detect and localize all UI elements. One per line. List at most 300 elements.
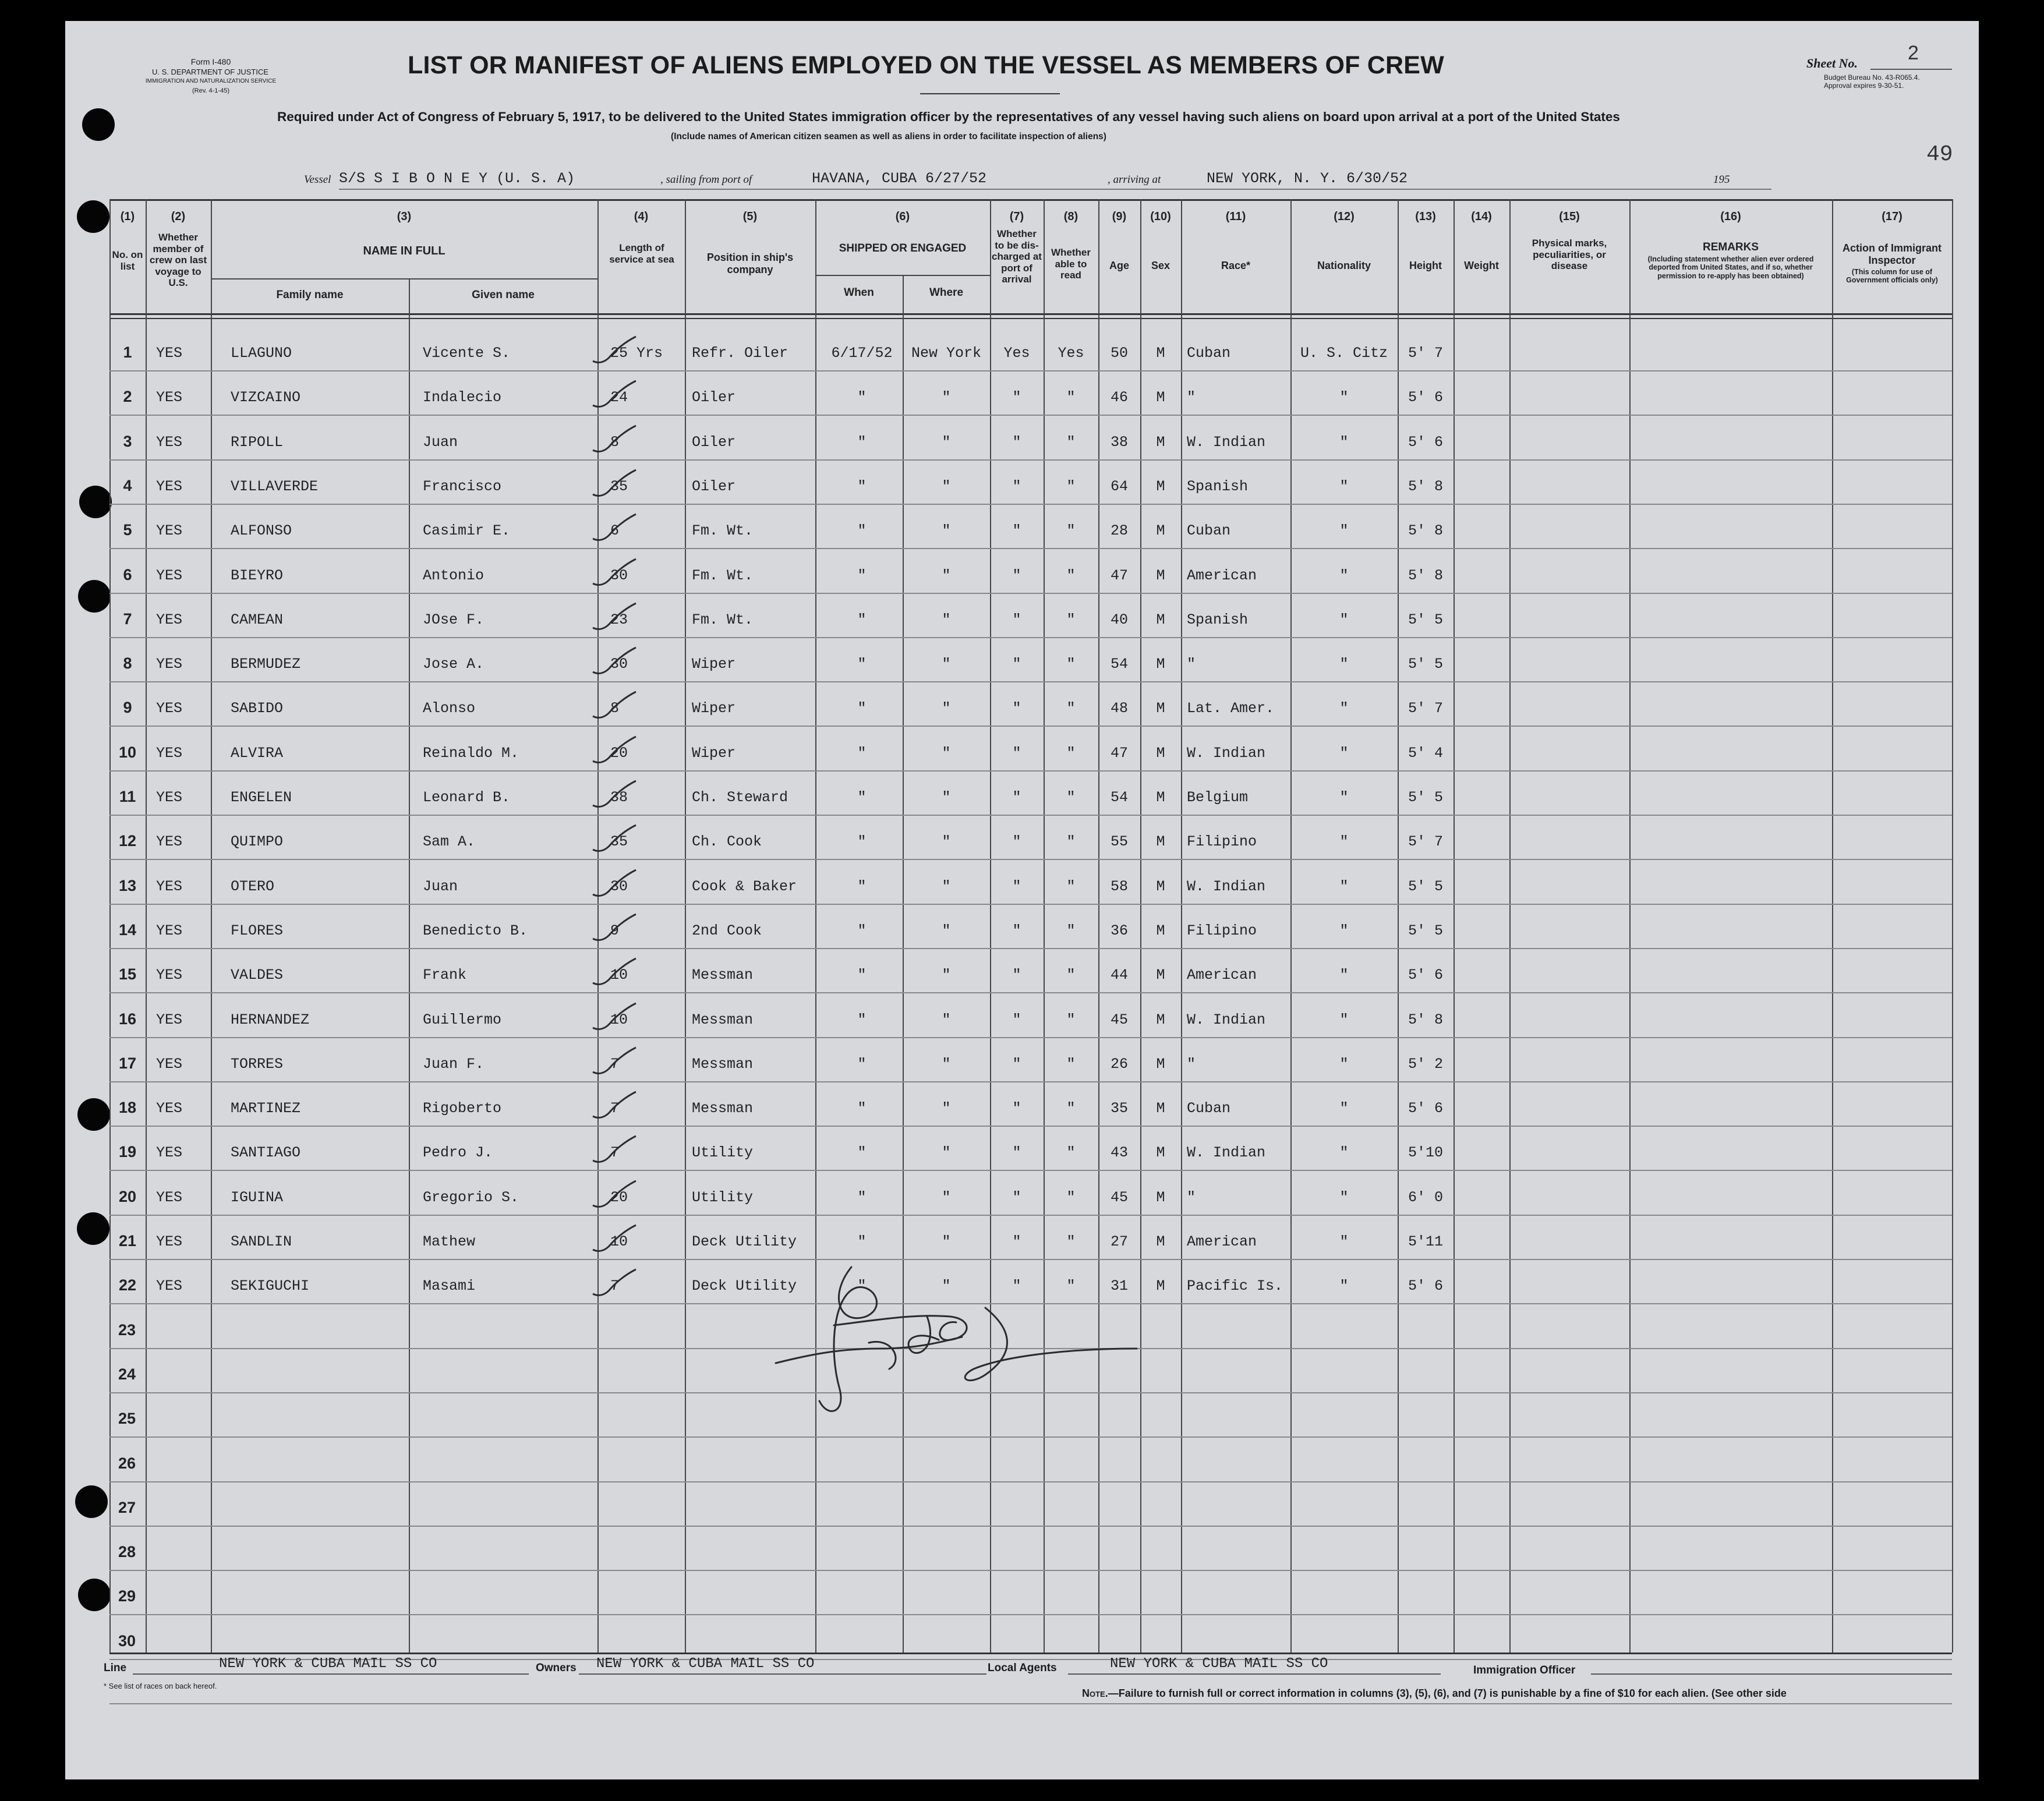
cell-member: YES [156, 345, 183, 362]
cell-family: ENGELEN [231, 789, 292, 806]
row-rule [109, 1436, 1952, 1438]
cell-where: " [942, 1055, 951, 1073]
cell-discharged: " [1012, 1278, 1021, 1295]
cell-discharged: " [1012, 833, 1021, 851]
column-line [1454, 199, 1455, 1653]
cell-discharged: " [1012, 1055, 1021, 1073]
cell-age: 45 [1110, 1188, 1128, 1206]
cell-race: American [1187, 967, 1257, 984]
cell-nationality: " [1339, 389, 1349, 406]
row-rule [109, 548, 1952, 549]
cell-age: 48 [1110, 700, 1128, 717]
cell-discharged: " [1012, 1233, 1021, 1250]
row-rule [109, 859, 1952, 860]
header-given-name: Given name [472, 289, 535, 301]
row-rule [109, 1703, 1952, 1704]
check-mark-icon [589, 869, 642, 904]
cell-where: " [942, 522, 951, 540]
cell-discharged: " [1012, 477, 1021, 495]
vessel-name: S/S S I B O N E Y (U. S. A) [339, 170, 575, 187]
cell-read: " [1066, 922, 1076, 939]
cell-where: " [942, 700, 951, 717]
cell-sex: M [1156, 700, 1165, 717]
cell-race: W. Indian [1187, 744, 1266, 762]
cell-nationality: " [1339, 789, 1349, 806]
cell-race: Belgium [1187, 789, 1249, 806]
header-height: Height [1409, 260, 1442, 271]
cell-where: " [942, 1233, 951, 1250]
cell-no: 3 [123, 432, 132, 450]
cell-member: YES [156, 1278, 183, 1295]
row-rule [109, 681, 1952, 682]
footer-owners-label: Owners [536, 1662, 577, 1674]
budget-bureau: Budget Bureau No. 43-R065.4. [1824, 73, 1920, 82]
cell-sex: M [1156, 611, 1165, 628]
cell-when: " [857, 833, 867, 851]
check-mark-icon [589, 1091, 642, 1126]
binder-hole [78, 1579, 111, 1611]
cell-position: Ch. Cook [692, 833, 762, 851]
cell-age: 35 [1110, 1100, 1128, 1117]
cell-sex: M [1156, 922, 1165, 939]
footer-line-label: Line [104, 1662, 127, 1674]
cell-given: Masami [423, 1278, 476, 1295]
col-num-2: (2) [171, 210, 186, 223]
cell-service: 30 [610, 567, 628, 584]
check-mark-icon [589, 513, 642, 548]
cell-read: " [1066, 967, 1076, 984]
cell-age: 50 [1110, 345, 1128, 362]
row-rule [109, 415, 1952, 416]
cell-age: 45 [1110, 1011, 1128, 1028]
cell-age: 47 [1110, 567, 1128, 584]
cell-service: 10 [610, 967, 628, 984]
cell-when: " [857, 389, 867, 406]
page-number: 49 [1926, 142, 1953, 167]
cell-family: MARTINEZ [231, 1100, 301, 1117]
header-where: Where [929, 286, 964, 299]
footer-owners-underline [579, 1673, 986, 1675]
cell-given: Benedicto B. [423, 922, 528, 939]
cell-discharged: " [1012, 1188, 1021, 1206]
cell-age: 64 [1110, 477, 1128, 495]
cell-sex: M [1156, 567, 1165, 584]
cell-given: Antonio [423, 567, 485, 584]
check-mark-icon [589, 691, 642, 726]
col-num-4: (4) [634, 210, 649, 223]
cell-read: " [1066, 1011, 1076, 1028]
cell-when: " [857, 1011, 867, 1028]
cell-race: Pacific Is. [1187, 1278, 1283, 1295]
cell-sex: M [1156, 522, 1165, 540]
cell-no: 13 [118, 876, 137, 894]
header-whether-member: Whether member of crew on last voyage to U.S. [149, 232, 207, 289]
cell-height: 5' 2 [1408, 1055, 1443, 1073]
cell-read: " [1066, 789, 1076, 806]
column-line [1832, 199, 1833, 1653]
cell-age: 58 [1110, 877, 1128, 895]
cell-given: Guillermo [423, 1011, 502, 1028]
sheet-label: Sheet No. [1806, 56, 1858, 70]
footer-agents-label: Local Agents [988, 1662, 1057, 1674]
cell-no: 6 [123, 565, 132, 583]
header-position: Position in ship's company [706, 252, 794, 275]
cell-race: American [1187, 1233, 1257, 1250]
cell-where: " [942, 477, 951, 495]
footer-officer-underline [1591, 1673, 1952, 1675]
cell-service: 10 [610, 1233, 628, 1250]
cell-race: Filipino [1187, 833, 1257, 851]
check-mark-icon [589, 1180, 642, 1215]
cell-sex: M [1156, 656, 1165, 673]
cell-discharged: " [1012, 611, 1021, 628]
empty-row-number: 24 [118, 1365, 136, 1383]
cell-nationality: " [1339, 477, 1349, 495]
cell-race: " [1187, 1188, 1196, 1206]
header-race: Race* [1221, 260, 1251, 271]
col-num-8: (8) [1063, 210, 1078, 223]
empty-row-number: 23 [118, 1321, 136, 1339]
cell-position: Messman [692, 1011, 754, 1028]
binder-hole [79, 486, 112, 518]
cell-nationality: " [1339, 522, 1349, 540]
check-mark-icon [589, 1224, 642, 1259]
footer-owners-value: NEW YORK & CUBA MAIL SS CO [596, 1656, 815, 1672]
cell-nationality: U. S. Citz [1300, 345, 1388, 362]
cell-sex: M [1156, 744, 1165, 762]
cell-position: Deck Utility [692, 1278, 797, 1295]
cell-where: " [942, 1278, 951, 1295]
cell-family: SANDLIN [231, 1233, 292, 1250]
check-mark-icon [589, 469, 642, 504]
cell-position: Refr. Oiler [692, 345, 788, 362]
cell-service: 30 [610, 877, 628, 895]
row-rule [109, 459, 1952, 461]
cell-member: YES [156, 1144, 183, 1162]
row-rule [109, 904, 1952, 905]
check-mark-icon [589, 335, 642, 370]
column-line [211, 199, 212, 1653]
binder-hole [77, 1098, 110, 1131]
binder-hole [78, 580, 111, 613]
cell-height: 5' 8 [1408, 522, 1443, 540]
cell-discharged: " [1012, 789, 1021, 806]
cell-read: Yes [1058, 345, 1084, 362]
column-line [409, 278, 410, 1653]
cell-family: BIEYRO [231, 567, 284, 584]
cell-nationality: " [1339, 1188, 1349, 1206]
cell-read: " [1066, 1055, 1076, 1073]
cell-where: " [942, 967, 951, 984]
cell-member: YES [156, 744, 183, 762]
sheet-number: 2 [1908, 42, 1919, 64]
cell-family: BERMUDEZ [231, 656, 301, 673]
cell-position: Fm. Wt. [692, 567, 754, 584]
title-underline [920, 93, 1060, 94]
header-discharged: Whether to be dis-charged at port of arrival [992, 228, 1042, 285]
cell-no: 16 [118, 1010, 137, 1028]
col-num-9: (9) [1112, 210, 1127, 223]
cell-given: Frank [423, 967, 467, 984]
cell-family: SEKIGUCHI [231, 1278, 310, 1295]
cell-height: 5' 8 [1408, 567, 1443, 584]
cell-race: Filipino [1187, 922, 1257, 939]
cell-race: W. Indian [1187, 433, 1266, 451]
check-mark-icon [589, 602, 642, 637]
cell-when: " [857, 477, 867, 495]
cell-discharged: " [1012, 389, 1021, 406]
footer-line-value: NEW YORK & CUBA MAIL SS CO [219, 1656, 437, 1672]
header-able-read: Whether able to read [1051, 247, 1091, 281]
cell-height: 5'11 [1408, 1233, 1443, 1250]
row-rule [109, 1037, 1952, 1038]
cell-race: Lat. Amer. [1187, 700, 1275, 717]
cell-service: 8 [610, 700, 620, 717]
cell-discharged: Yes [1003, 345, 1030, 362]
cell-read: " [1066, 433, 1076, 451]
cell-no: 8 [123, 654, 132, 673]
subtitle: Required under Act of Congress of February 5, 1917, to be delivered to the United States immigration officer by the representatives of any vessel having such aliens on board upon arrival at a port of the United States [277, 109, 1620, 124]
cell-read: " [1066, 700, 1076, 717]
cell-discharged: " [1012, 522, 1021, 540]
cell-race: W. Indian [1187, 1144, 1266, 1162]
cell-given: Jose A. [423, 656, 485, 673]
col-num-6: (6) [895, 210, 910, 223]
cell-service: 30 [610, 656, 628, 673]
col-num-14: (14) [1471, 210, 1492, 223]
cell-read: " [1066, 1188, 1076, 1206]
cell-discharged: " [1012, 877, 1021, 895]
cell-height: 6' 0 [1408, 1188, 1443, 1206]
check-mark-icon [589, 1046, 642, 1081]
cell-when: " [857, 1278, 867, 1295]
cell-position: Messman [692, 1055, 754, 1073]
cell-no: 15 [118, 965, 137, 983]
cell-when: 6/17/52 [831, 345, 893, 362]
cell-discharged: " [1012, 922, 1021, 939]
cell-family: VIZCAINO [231, 389, 301, 406]
cell-age: 47 [1110, 744, 1128, 762]
cell-member: YES [156, 700, 183, 717]
footer-agents-underline [1068, 1673, 1441, 1675]
column-line [1509, 199, 1511, 1653]
cell-when: " [857, 789, 867, 806]
header-bottom-border-2 [109, 318, 1952, 319]
col-num-16: (16) [1720, 210, 1741, 223]
col-num-11: (11) [1225, 210, 1246, 223]
col-num-3: (3) [397, 210, 412, 223]
cell-when: " [857, 433, 867, 451]
cell-age: 26 [1110, 1055, 1128, 1073]
cell-height: 5' 7 [1408, 833, 1443, 851]
cell-sex: M [1156, 967, 1165, 984]
col-num-13: (13) [1415, 210, 1436, 223]
cell-sex: M [1156, 1278, 1165, 1295]
cell-height: 5' 6 [1408, 967, 1443, 984]
cell-nationality: " [1339, 833, 1349, 851]
cell-no: 11 [119, 788, 136, 805]
cell-when: " [857, 1100, 867, 1117]
cell-race: Cuban [1187, 1100, 1231, 1117]
row-rule [109, 370, 1952, 371]
cell-member: YES [156, 967, 183, 984]
form-number: Form I-480 [190, 57, 231, 66]
cell-member: YES [156, 1233, 183, 1250]
cell-read: " [1066, 1278, 1076, 1295]
cell-position: 2nd Cook [692, 922, 762, 939]
cell-service: 35 [610, 833, 628, 851]
cell-where: " [942, 877, 951, 895]
cell-member: YES [156, 522, 183, 540]
cell-discharged: " [1012, 1011, 1021, 1028]
cell-race: Cuban [1187, 345, 1231, 362]
col-num-17: (17) [1882, 210, 1902, 223]
sheet-number-line [1870, 69, 1952, 70]
cell-member: YES [156, 833, 183, 851]
cell-height: 5' 6 [1408, 1100, 1443, 1117]
cell-sex: M [1156, 833, 1165, 851]
cell-nationality: " [1339, 1011, 1349, 1028]
row-rule [109, 593, 1952, 594]
cell-race: Spanish [1187, 611, 1249, 628]
cell-read: " [1066, 877, 1076, 895]
row-rule [109, 1215, 1952, 1216]
table-top-border [109, 199, 1952, 201]
header-nationality: Nationality [1317, 260, 1371, 271]
cell-height: 5' 4 [1408, 744, 1443, 762]
footer-officer-label: Immigration Officer [1473, 1664, 1576, 1676]
cell-nationality: " [1339, 656, 1349, 673]
cell-family: ALFONSO [231, 522, 292, 540]
footer-note-label: Note. [1082, 1687, 1108, 1699]
cell-sex: M [1156, 789, 1165, 806]
cell-where: " [942, 1100, 951, 1117]
cell-no: 19 [118, 1143, 137, 1161]
cell-no: 21 [118, 1232, 137, 1250]
cell-sex: M [1156, 1011, 1165, 1028]
cell-position: Fm. Wt. [692, 611, 754, 628]
column-line [685, 199, 686, 1653]
row-rule [109, 770, 1952, 772]
binder-hole [77, 200, 109, 233]
cell-no: 4 [123, 476, 132, 494]
cell-no: 2 [123, 388, 132, 406]
cell-when: " [857, 1055, 867, 1073]
cell-service: 20 [610, 1188, 628, 1206]
cell-where: " [942, 1144, 951, 1162]
column-line [1181, 199, 1182, 1653]
cell-race: Spanish [1187, 477, 1249, 495]
cell-given: Juan [423, 433, 458, 451]
cell-service: 23 [610, 611, 628, 628]
cell-where: " [942, 567, 951, 584]
cell-nationality: " [1339, 922, 1349, 939]
cell-read: " [1066, 522, 1076, 540]
cell-given: Juan [423, 877, 458, 895]
cell-given: Mathew [423, 1233, 476, 1250]
cell-position: Cook & Baker [692, 877, 797, 895]
cell-read: " [1066, 1233, 1076, 1250]
cell-sex: M [1156, 1144, 1165, 1162]
cell-position: Wiper [692, 744, 736, 762]
cell-age: 36 [1110, 922, 1128, 939]
manifest-sheet [65, 21, 1979, 1779]
cell-member: YES [156, 656, 183, 673]
cell-race: " [1187, 656, 1196, 673]
footer-line-underline [133, 1673, 529, 1675]
cell-position: Oiler [692, 433, 736, 451]
empty-row-number: 27 [118, 1498, 136, 1516]
form-revision: (Rev. 4-1-45) [192, 87, 229, 94]
cell-service: 8 [610, 433, 620, 451]
cell-race: Cuban [1187, 522, 1231, 540]
cell-read: " [1066, 1100, 1076, 1117]
cell-member: YES [156, 922, 183, 939]
row-rule [109, 992, 1952, 993]
year-label: 195 [1713, 174, 1730, 186]
cell-height: 5' 7 [1408, 345, 1443, 362]
cell-discharged: " [1012, 656, 1021, 673]
row-rule [109, 504, 1952, 505]
sailing-label: , sailing from port of [660, 174, 752, 186]
column-line [1952, 199, 1953, 1653]
cell-given: Vicente S. [423, 345, 511, 362]
cell-family: CAMEAN [231, 611, 284, 628]
cell-when: " [857, 656, 867, 673]
cell-height: 5' 6 [1408, 433, 1443, 451]
cell-service: 9 [610, 922, 620, 939]
cell-given: Alonso [423, 700, 476, 717]
cell-sex: M [1156, 877, 1165, 895]
check-mark-icon [589, 1002, 642, 1037]
cell-family: FLORES [231, 922, 284, 939]
cell-when: " [857, 922, 867, 939]
cell-height: 5' 7 [1408, 700, 1443, 717]
cell-discharged: " [1012, 433, 1021, 451]
check-mark-icon [589, 1135, 642, 1170]
row-rule [109, 948, 1952, 949]
cell-position: Wiper [692, 700, 736, 717]
cell-sex: M [1156, 477, 1165, 495]
cell-age: 46 [1110, 389, 1128, 406]
header-remarks-note: (Including statement whether alien ever ordered deported from United States, and if so, whether permission to re-apply has been obtained) [1647, 255, 1814, 280]
cell-age: 38 [1110, 433, 1128, 451]
cell-member: YES [156, 1011, 183, 1028]
cell-given: Reinaldo M. [423, 744, 519, 762]
cell-when: " [857, 611, 867, 628]
cell-service: 20 [610, 744, 628, 762]
cell-height: 5' 5 [1408, 656, 1443, 673]
cell-nationality: " [1339, 744, 1349, 762]
cell-service: 38 [610, 789, 628, 806]
cell-sex: M [1156, 1055, 1165, 1073]
column-line [1629, 199, 1631, 1653]
header-physical: Physical marks, peculiarities, or disease [1532, 238, 1607, 272]
cell-height: 5' 8 [1408, 477, 1443, 495]
cell-discharged: " [1012, 567, 1021, 584]
cell-where: " [942, 789, 951, 806]
cell-nationality: " [1339, 1100, 1349, 1117]
binder-hole [82, 108, 115, 141]
check-mark-icon [589, 646, 642, 681]
cell-no: 9 [123, 699, 132, 717]
cell-given: JOse F. [423, 611, 485, 628]
cell-race: American [1187, 567, 1257, 584]
cell-position: Oiler [692, 389, 736, 406]
signature-scribble [764, 1261, 1148, 1436]
cell-family: ALVIRA [231, 744, 284, 762]
header-action: Action of Immigrant Inspector [1843, 242, 1942, 266]
